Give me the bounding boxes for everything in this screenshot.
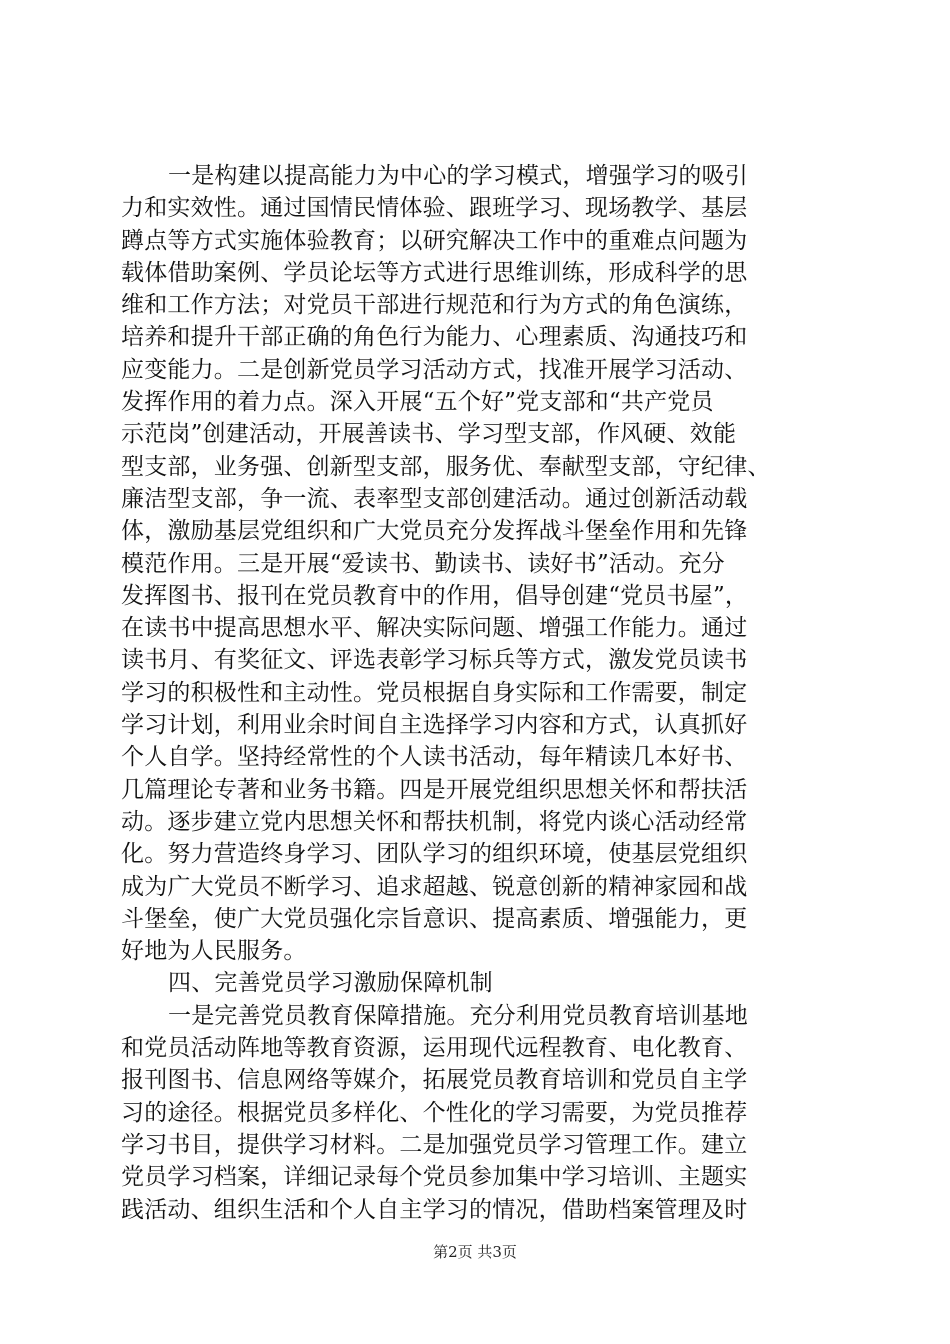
- text-line: 好地为人民服务。: [121, 938, 307, 965]
- text-line: 践活动、组织生活和个人自主学习的情况，借助档案管理及时: [121, 1196, 748, 1223]
- text-line: 几篇理论专著和业务书籍。四是开展党组织思想关怀和帮扶活: [121, 776, 748, 803]
- text-line: 斗堡垒，使广大党员强化宗旨意识、提高素质、增强能力，更: [121, 905, 748, 932]
- text-line: 学习计划，利用业余时间自主选择学习内容和方式，认真抓好: [121, 712, 748, 739]
- text-line: 报刊图书、信息网络等媒介，拓展党员教育培训和党员自主学: [121, 1067, 748, 1094]
- text-line: 成为广大党员不断学习、追求超越、锐意创新的精神家园和战: [121, 873, 748, 900]
- text-line: 读书月、有奖征文、评选表彰学习标兵等方式，激发党员读书: [121, 647, 748, 674]
- document-body: [121, 160, 833, 1226]
- text-line: 在读书中提高思想水平、解决实际问题、增强工作能力。通过: [121, 615, 748, 642]
- text-line: 模范作用。三是开展“爱读书、勤读书、读好书”活动。充分: [121, 550, 725, 577]
- text-line: 力和实效性。通过国情民情体验、跟班学习、现场教学、基层: [121, 195, 748, 222]
- text-line: 载体借助案例、学员论坛等方式进行思维训练，形成科学的思: [121, 259, 748, 286]
- text-line: 体，激励基层党组织和广大党员充分发挥战斗堡垒作用和先锋: [121, 518, 748, 545]
- text-line: 学习的积极性和主动性。党员根据自身实际和工作需要，制定: [121, 679, 748, 706]
- page-footer: 第2页 共3页: [433, 1243, 517, 1261]
- text-line: 廉洁型支部，争一流、表率型支部创建活动。通过创新活动载: [121, 485, 748, 512]
- text-line: 和党员活动阵地等教育资源，运用现代远程教育、电化教育、: [121, 1035, 748, 1062]
- text-line: 一是构建以提高能力为中心的学习模式，增强学习的吸引: [168, 163, 748, 189]
- text-line: 蹲点等方式实施体验教育；以研究解决工作中的重难点问题为: [121, 227, 748, 254]
- text-line: 化。努力营造终身学习、团队学习的组织环境，使基层党组织: [121, 841, 748, 868]
- text-line: 型支部，业务强、创新型支部，服务优、奉献型支部，守纪律、: [121, 453, 771, 480]
- text-line: 应变能力。二是创新党员学习活动方式，找准开展学习活动、: [121, 356, 748, 383]
- text-line: 党员学习档案，详细记录每个党员参加集中学习培训、主题实: [121, 1164, 748, 1191]
- text-line: 示范岗”创建活动，开展善读书、学习型支部，作风硬、效能: [121, 421, 737, 448]
- text-line: 动。逐步建立党内思想关怀和帮扶机制，将党内谈心活动经常: [121, 808, 748, 835]
- text-line: 学习书目，提供学习材料。二是加强党员学习管理工作。建立: [121, 1131, 748, 1158]
- text-line: 一是完善党员教育保障措施。充分利用党员教育培训基地: [168, 1002, 748, 1029]
- text-line: 四、完善党员学习激励保障机制: [168, 970, 493, 997]
- text-line: 发挥图书、报刊在党员教育中的作用，倡导创建“党员书屋”，: [121, 582, 749, 609]
- text-line: 习的途径。根据党员多样化、个性化的学习需要，为党员推荐: [121, 1099, 748, 1126]
- text-line: 维和工作方法；对党员干部进行规范和行为方式的角色演练，: [121, 292, 748, 319]
- text-line: 培养和提升干部正确的角色行为能力、心理素质、沟通技巧和: [121, 324, 748, 351]
- text-line: 个人自学。坚持经常性的个人读书活动，每年精读几本好书、: [121, 744, 748, 771]
- text-line: 发挥作用的着力点。深入开展“五个好”党支部和“共产党员: [121, 389, 714, 416]
